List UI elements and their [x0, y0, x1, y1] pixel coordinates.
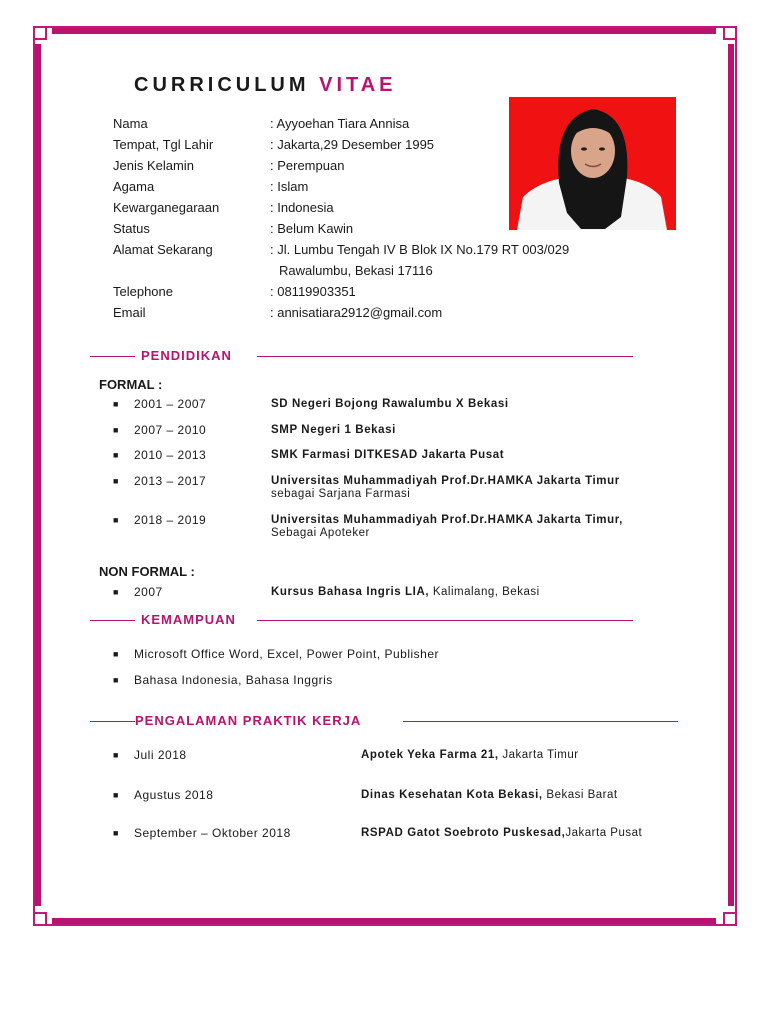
section-rule — [257, 356, 633, 357]
skill-item: Bahasa Indonesia, Bahasa Inggris — [134, 673, 333, 687]
person-portrait-icon — [509, 97, 676, 230]
info-value-continued: Rawalumbu, Bekasi 17116 — [279, 263, 433, 278]
education-years: 2010 – 2013 — [134, 448, 207, 462]
section-rule — [90, 721, 135, 722]
bullet-icon: ■ — [113, 450, 119, 460]
education-entry — [271, 449, 671, 462]
bullet-icon: ■ — [113, 649, 119, 659]
education-entry — [271, 424, 671, 437]
section-rule — [257, 620, 633, 621]
education-years: 2018 – 2019 — [134, 513, 207, 527]
section-rule — [90, 356, 135, 357]
info-value: : Jakarta,29 Desember 1995 — [270, 137, 435, 152]
education-school: SD Negeri Bojong Rawalumbu X Bekasi — [271, 398, 509, 410]
section-rule — [90, 620, 135, 621]
info-value: : Islam — [270, 179, 309, 194]
experience-date: Agustus 2018 — [134, 788, 214, 802]
bullet-icon: ■ — [113, 675, 119, 685]
education-years: 2001 – 2007 — [134, 397, 207, 411]
bullet-icon: ■ — [113, 476, 119, 486]
info-label: Email — [113, 305, 146, 320]
info-label: Kewarganegaraan — [113, 200, 220, 215]
experience-entry — [361, 789, 681, 802]
experience-location: Bekasi Barat — [542, 789, 618, 801]
nonformal-heading: NON FORMAL : — [99, 564, 195, 579]
section-title-pengalaman: PENGALAMAN PRAKTIK KERJA — [135, 713, 362, 728]
education-years: 2013 – 2017 — [134, 474, 207, 488]
skill-item: Microsoft Office Word, Excel, Power Point, Publisher — [134, 647, 439, 661]
education-school: Kursus Bahasa Ingris LIA, — [271, 586, 430, 598]
formal-heading: FORMAL : — [99, 377, 163, 392]
education-detail: Sebagai Apoteker — [271, 527, 370, 539]
info-label: Jenis Kelamin — [113, 158, 194, 173]
info-value: : Indonesia — [270, 200, 334, 215]
experience-place: Dinas Kesehatan Kota Bekasi, — [361, 789, 543, 801]
info-value: : Perempuan — [270, 158, 345, 173]
education-entry — [271, 475, 651, 501]
experience-entry — [361, 749, 671, 762]
experience-entry — [361, 827, 661, 840]
bullet-icon: ■ — [113, 790, 119, 800]
title-accent: VITAE — [319, 74, 397, 96]
info-value: : Belum Kawin — [270, 221, 354, 236]
border-bar-left — [35, 44, 41, 906]
education-detail: Kalimalang, Bekasi — [429, 586, 540, 598]
border-corner — [723, 912, 737, 926]
experience-place: RSPAD Gatot Soebroto Puskesad, — [361, 827, 566, 839]
info-label: Agama — [113, 179, 155, 194]
border-corner — [33, 26, 47, 40]
education-school: Universitas Muhammadiyah Prof.Dr.HAMKA Jakarta Timur, — [271, 514, 623, 526]
section-rule — [403, 721, 678, 722]
education-detail: sebagai Sarjana Farmasi — [271, 488, 411, 500]
info-label: Alamat Sekarang — [113, 242, 213, 257]
education-years: 2007 – 2010 — [134, 423, 207, 437]
info-label: Nama — [113, 116, 148, 131]
bullet-icon: ■ — [113, 515, 119, 525]
education-school: SMP Negeri 1 Bekasi — [271, 424, 396, 436]
bullet-icon: ■ — [113, 828, 119, 838]
info-label: Status — [113, 221, 150, 236]
education-school: Universitas Muhammadiyah Prof.Dr.HAMKA Jakarta Timur — [271, 475, 620, 487]
experience-location: Jakarta Timur — [498, 749, 579, 761]
bullet-icon: ■ — [113, 399, 119, 409]
border-bar-top — [52, 28, 716, 34]
border-corner — [723, 26, 737, 40]
experience-date: September – Oktober 2018 — [134, 826, 291, 840]
education-school: SMK Farmasi DITKESAD Jakarta Pusat — [271, 449, 505, 461]
border-bar-right — [728, 44, 734, 906]
education-entry — [271, 586, 671, 599]
info-label: Tempat, Tgl Lahir — [113, 137, 214, 152]
border-bar-bottom — [52, 918, 716, 924]
info-value: : Jl. Lumbu Tengah IV B Blok IX No.179 RT 003/029 — [270, 242, 570, 257]
bullet-icon: ■ — [113, 425, 119, 435]
section-title-kemampuan: KEMAMPUAN — [141, 612, 236, 627]
info-value: : annisatiara2912@gmail.com — [270, 305, 443, 320]
border-corner — [33, 912, 47, 926]
experience-date: Juli 2018 — [134, 748, 187, 762]
experience-place: Apotek Yeka Farma 21, — [361, 749, 499, 761]
experience-location: Jakarta Pusat — [565, 827, 643, 839]
title-main: CURRICULUM — [134, 74, 310, 96]
profile-photo — [509, 97, 676, 230]
education-entry — [271, 398, 671, 411]
education-years: 2007 — [134, 585, 163, 599]
section-title-pendidikan: PENDIDIKAN — [141, 348, 232, 363]
bullet-icon: ■ — [113, 587, 119, 597]
info-value: : 08119903351 — [270, 284, 356, 299]
info-value: : Ayyoehan Tiara Annisa — [270, 116, 410, 131]
education-entry — [271, 514, 671, 540]
bullet-icon: ■ — [113, 750, 119, 760]
info-label: Telephone — [113, 284, 173, 299]
page-title — [134, 74, 397, 97]
